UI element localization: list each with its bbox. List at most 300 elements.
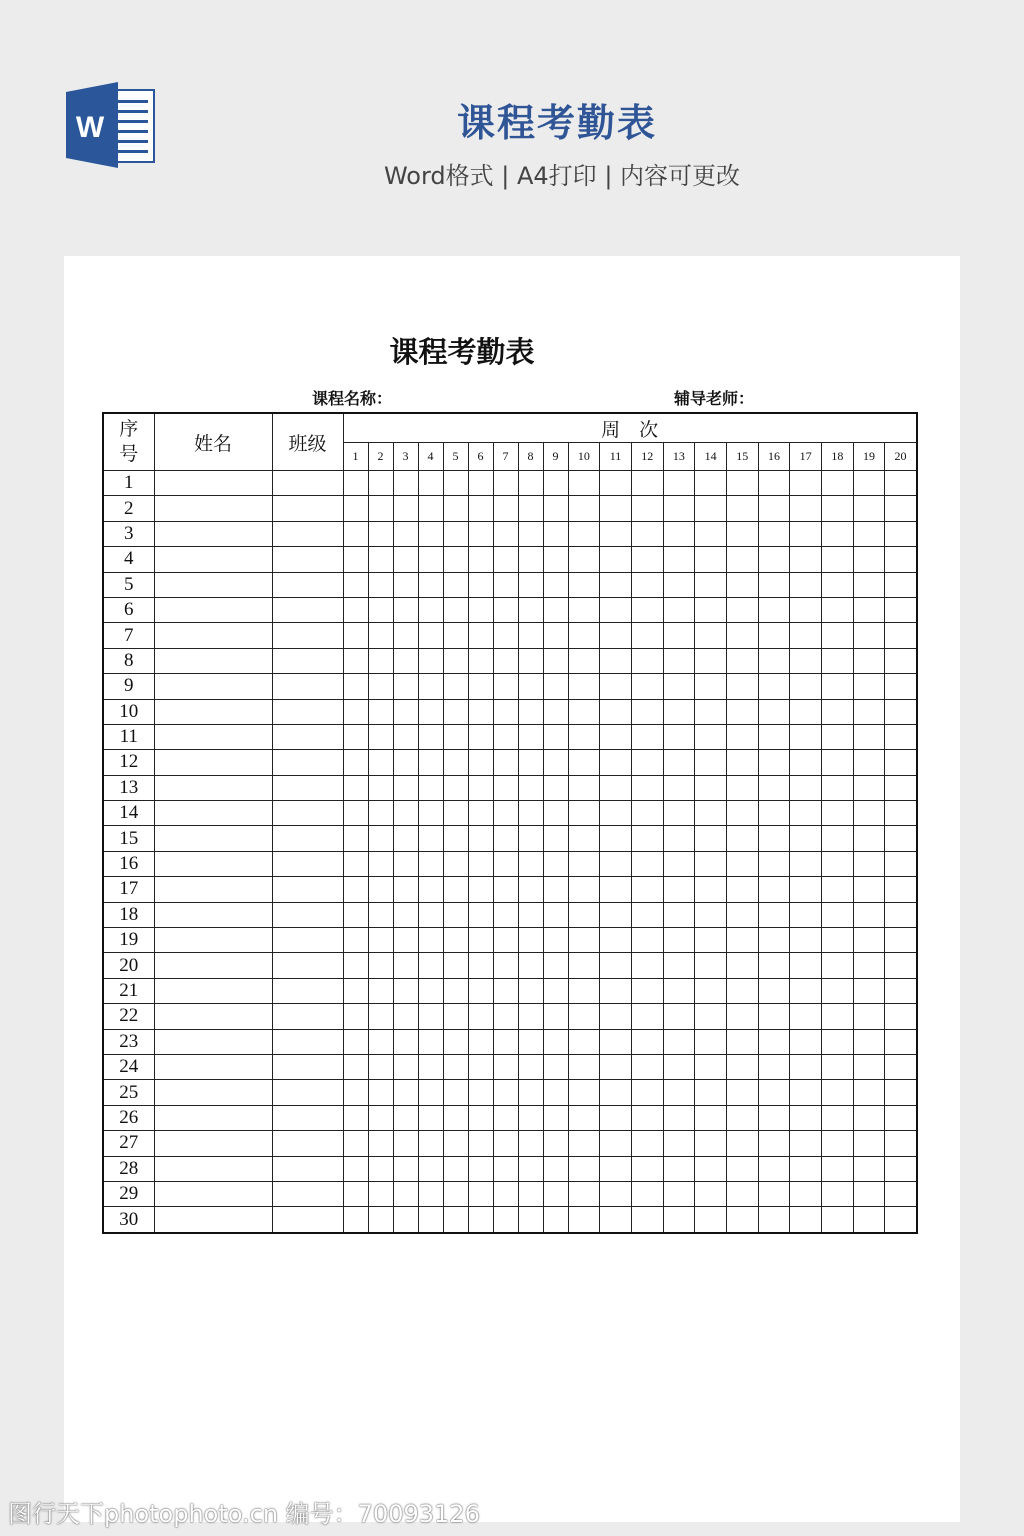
- attendance-cell[interactable]: [790, 877, 822, 902]
- attendance-cell[interactable]: [853, 877, 885, 902]
- attendance-cell[interactable]: [790, 471, 822, 496]
- attendance-cell[interactable]: [790, 902, 822, 927]
- class-cell[interactable]: [272, 496, 343, 521]
- class-cell[interactable]: [272, 1004, 343, 1029]
- name-cell[interactable]: [154, 953, 272, 978]
- attendance-cell[interactable]: [853, 1181, 885, 1206]
- attendance-cell[interactable]: [543, 674, 568, 699]
- attendance-cell[interactable]: [790, 699, 822, 724]
- attendance-cell[interactable]: [468, 1181, 493, 1206]
- attendance-cell[interactable]: [726, 1080, 758, 1105]
- attendance-cell[interactable]: [695, 1054, 727, 1079]
- attendance-cell[interactable]: [543, 1156, 568, 1181]
- attendance-cell[interactable]: [518, 1207, 543, 1233]
- attendance-cell[interactable]: [790, 724, 822, 749]
- attendance-cell[interactable]: [518, 521, 543, 546]
- attendance-cell[interactable]: [790, 826, 822, 851]
- attendance-cell[interactable]: [518, 1181, 543, 1206]
- attendance-cell[interactable]: [663, 750, 695, 775]
- attendance-cell[interactable]: [518, 928, 543, 953]
- attendance-cell[interactable]: [468, 902, 493, 927]
- attendance-cell[interactable]: [368, 674, 393, 699]
- attendance-cell[interactable]: [600, 597, 632, 622]
- attendance-cell[interactable]: [393, 928, 418, 953]
- attendance-cell[interactable]: [695, 1029, 727, 1054]
- attendance-cell[interactable]: [518, 851, 543, 876]
- attendance-cell[interactable]: [343, 623, 368, 648]
- attendance-cell[interactable]: [822, 1207, 854, 1233]
- attendance-cell[interactable]: [885, 1004, 917, 1029]
- attendance-cell[interactable]: [758, 1105, 790, 1130]
- attendance-cell[interactable]: [631, 496, 663, 521]
- name-cell[interactable]: [154, 877, 272, 902]
- attendance-cell[interactable]: [631, 877, 663, 902]
- attendance-cell[interactable]: [600, 1207, 632, 1233]
- attendance-cell[interactable]: [695, 1181, 727, 1206]
- attendance-cell[interactable]: [493, 572, 518, 597]
- attendance-cell[interactable]: [368, 1207, 393, 1233]
- attendance-cell[interactable]: [518, 699, 543, 724]
- attendance-cell[interactable]: [393, 877, 418, 902]
- attendance-cell[interactable]: [631, 953, 663, 978]
- name-cell[interactable]: [154, 496, 272, 521]
- attendance-cell[interactable]: [600, 1080, 632, 1105]
- attendance-cell[interactable]: [790, 648, 822, 673]
- name-cell[interactable]: [154, 801, 272, 826]
- attendance-cell[interactable]: [853, 1131, 885, 1156]
- attendance-cell[interactable]: [726, 1181, 758, 1206]
- attendance-cell[interactable]: [418, 978, 443, 1003]
- attendance-cell[interactable]: [822, 496, 854, 521]
- attendance-cell[interactable]: [695, 623, 727, 648]
- attendance-cell[interactable]: [568, 1105, 600, 1130]
- attendance-cell[interactable]: [600, 521, 632, 546]
- attendance-cell[interactable]: [568, 699, 600, 724]
- attendance-cell[interactable]: [853, 699, 885, 724]
- attendance-cell[interactable]: [468, 1105, 493, 1130]
- attendance-cell[interactable]: [853, 597, 885, 622]
- class-cell[interactable]: [272, 1054, 343, 1079]
- attendance-cell[interactable]: [726, 1054, 758, 1079]
- attendance-cell[interactable]: [663, 699, 695, 724]
- attendance-cell[interactable]: [468, 471, 493, 496]
- attendance-cell[interactable]: [368, 851, 393, 876]
- attendance-cell[interactable]: [695, 471, 727, 496]
- attendance-cell[interactable]: [726, 1156, 758, 1181]
- attendance-cell[interactable]: [493, 1080, 518, 1105]
- attendance-cell[interactable]: [726, 597, 758, 622]
- attendance-cell[interactable]: [885, 699, 917, 724]
- name-cell[interactable]: [154, 724, 272, 749]
- attendance-cell[interactable]: [368, 623, 393, 648]
- attendance-cell[interactable]: [518, 496, 543, 521]
- attendance-cell[interactable]: [493, 471, 518, 496]
- attendance-cell[interactable]: [822, 826, 854, 851]
- attendance-cell[interactable]: [695, 826, 727, 851]
- attendance-cell[interactable]: [726, 877, 758, 902]
- attendance-cell[interactable]: [368, 801, 393, 826]
- attendance-cell[interactable]: [663, 597, 695, 622]
- attendance-cell[interactable]: [568, 648, 600, 673]
- attendance-cell[interactable]: [518, 1131, 543, 1156]
- attendance-cell[interactable]: [468, 699, 493, 724]
- name-cell[interactable]: [154, 547, 272, 572]
- attendance-cell[interactable]: [568, 1156, 600, 1181]
- attendance-cell[interactable]: [758, 1054, 790, 1079]
- attendance-cell[interactable]: [758, 496, 790, 521]
- attendance-cell[interactable]: [822, 648, 854, 673]
- attendance-cell[interactable]: [468, 801, 493, 826]
- attendance-cell[interactable]: [443, 851, 468, 876]
- attendance-cell[interactable]: [568, 471, 600, 496]
- attendance-cell[interactable]: [853, 623, 885, 648]
- name-cell[interactable]: [154, 1029, 272, 1054]
- attendance-cell[interactable]: [853, 953, 885, 978]
- attendance-cell[interactable]: [543, 547, 568, 572]
- attendance-cell[interactable]: [493, 902, 518, 927]
- attendance-cell[interactable]: [468, 674, 493, 699]
- attendance-cell[interactable]: [790, 1207, 822, 1233]
- attendance-cell[interactable]: [822, 750, 854, 775]
- attendance-cell[interactable]: [663, 724, 695, 749]
- attendance-cell[interactable]: [822, 953, 854, 978]
- attendance-cell[interactable]: [543, 572, 568, 597]
- attendance-cell[interactable]: [443, 648, 468, 673]
- attendance-cell[interactable]: [418, 521, 443, 546]
- attendance-cell[interactable]: [443, 826, 468, 851]
- attendance-cell[interactable]: [631, 597, 663, 622]
- attendance-cell[interactable]: [726, 648, 758, 673]
- name-cell[interactable]: [154, 1156, 272, 1181]
- attendance-cell[interactable]: [758, 521, 790, 546]
- name-cell[interactable]: [154, 699, 272, 724]
- attendance-cell[interactable]: [631, 1080, 663, 1105]
- attendance-cell[interactable]: [631, 1004, 663, 1029]
- attendance-cell[interactable]: [600, 928, 632, 953]
- attendance-cell[interactable]: [822, 928, 854, 953]
- attendance-cell[interactable]: [663, 978, 695, 1003]
- class-cell[interactable]: [272, 724, 343, 749]
- attendance-cell[interactable]: [790, 953, 822, 978]
- class-cell[interactable]: [272, 826, 343, 851]
- attendance-cell[interactable]: [543, 648, 568, 673]
- attendance-cell[interactable]: [443, 750, 468, 775]
- attendance-cell[interactable]: [822, 471, 854, 496]
- attendance-cell[interactable]: [518, 826, 543, 851]
- attendance-cell[interactable]: [418, 826, 443, 851]
- attendance-cell[interactable]: [418, 953, 443, 978]
- attendance-cell[interactable]: [631, 1181, 663, 1206]
- attendance-cell[interactable]: [631, 623, 663, 648]
- attendance-cell[interactable]: [418, 724, 443, 749]
- attendance-cell[interactable]: [695, 750, 727, 775]
- attendance-cell[interactable]: [493, 699, 518, 724]
- attendance-cell[interactable]: [393, 597, 418, 622]
- attendance-cell[interactable]: [343, 1131, 368, 1156]
- attendance-cell[interactable]: [600, 1181, 632, 1206]
- attendance-cell[interactable]: [393, 1181, 418, 1206]
- attendance-cell[interactable]: [468, 1029, 493, 1054]
- attendance-cell[interactable]: [600, 471, 632, 496]
- attendance-cell[interactable]: [468, 928, 493, 953]
- attendance-cell[interactable]: [443, 471, 468, 496]
- attendance-cell[interactable]: [518, 623, 543, 648]
- attendance-cell[interactable]: [663, 623, 695, 648]
- attendance-cell[interactable]: [853, 572, 885, 597]
- attendance-cell[interactable]: [600, 674, 632, 699]
- attendance-cell[interactable]: [695, 572, 727, 597]
- attendance-cell[interactable]: [726, 1105, 758, 1130]
- attendance-cell[interactable]: [493, 1029, 518, 1054]
- attendance-cell[interactable]: [568, 1004, 600, 1029]
- attendance-cell[interactable]: [493, 1131, 518, 1156]
- class-cell[interactable]: [272, 877, 343, 902]
- attendance-cell[interactable]: [443, 902, 468, 927]
- attendance-cell[interactable]: [663, 775, 695, 800]
- class-cell[interactable]: [272, 978, 343, 1003]
- attendance-cell[interactable]: [726, 826, 758, 851]
- attendance-cell[interactable]: [393, 471, 418, 496]
- attendance-cell[interactable]: [726, 953, 758, 978]
- attendance-cell[interactable]: [600, 1004, 632, 1029]
- attendance-cell[interactable]: [568, 597, 600, 622]
- attendance-cell[interactable]: [695, 953, 727, 978]
- attendance-cell[interactable]: [885, 623, 917, 648]
- attendance-cell[interactable]: [443, 724, 468, 749]
- attendance-cell[interactable]: [695, 851, 727, 876]
- attendance-cell[interactable]: [758, 877, 790, 902]
- attendance-cell[interactable]: [631, 724, 663, 749]
- attendance-cell[interactable]: [822, 877, 854, 902]
- class-cell[interactable]: [272, 775, 343, 800]
- attendance-cell[interactable]: [663, 496, 695, 521]
- attendance-cell[interactable]: [726, 928, 758, 953]
- attendance-cell[interactable]: [543, 978, 568, 1003]
- attendance-cell[interactable]: [726, 724, 758, 749]
- attendance-cell[interactable]: [695, 724, 727, 749]
- attendance-cell[interactable]: [885, 826, 917, 851]
- attendance-cell[interactable]: [518, 547, 543, 572]
- attendance-cell[interactable]: [468, 648, 493, 673]
- attendance-cell[interactable]: [518, 1004, 543, 1029]
- attendance-cell[interactable]: [493, 724, 518, 749]
- attendance-cell[interactable]: [726, 699, 758, 724]
- attendance-cell[interactable]: [726, 750, 758, 775]
- attendance-cell[interactable]: [468, 1207, 493, 1233]
- attendance-cell[interactable]: [418, 801, 443, 826]
- attendance-cell[interactable]: [468, 775, 493, 800]
- attendance-cell[interactable]: [393, 1004, 418, 1029]
- attendance-cell[interactable]: [822, 724, 854, 749]
- name-cell[interactable]: [154, 648, 272, 673]
- attendance-cell[interactable]: [343, 724, 368, 749]
- attendance-cell[interactable]: [695, 775, 727, 800]
- attendance-cell[interactable]: [468, 1080, 493, 1105]
- attendance-cell[interactable]: [568, 1080, 600, 1105]
- attendance-cell[interactable]: [726, 471, 758, 496]
- attendance-cell[interactable]: [790, 1156, 822, 1181]
- attendance-cell[interactable]: [443, 1029, 468, 1054]
- name-cell[interactable]: [154, 978, 272, 1003]
- attendance-cell[interactable]: [418, 471, 443, 496]
- attendance-cell[interactable]: [468, 1156, 493, 1181]
- attendance-cell[interactable]: [822, 1004, 854, 1029]
- attendance-cell[interactable]: [518, 801, 543, 826]
- attendance-cell[interactable]: [368, 699, 393, 724]
- attendance-cell[interactable]: [418, 699, 443, 724]
- attendance-cell[interactable]: [726, 521, 758, 546]
- attendance-cell[interactable]: [631, 1054, 663, 1079]
- attendance-cell[interactable]: [885, 597, 917, 622]
- attendance-cell[interactable]: [393, 775, 418, 800]
- attendance-cell[interactable]: [885, 1181, 917, 1206]
- attendance-cell[interactable]: [343, 1105, 368, 1130]
- attendance-cell[interactable]: [368, 648, 393, 673]
- attendance-cell[interactable]: [568, 750, 600, 775]
- attendance-cell[interactable]: [443, 1054, 468, 1079]
- attendance-cell[interactable]: [853, 1080, 885, 1105]
- attendance-cell[interactable]: [568, 775, 600, 800]
- attendance-cell[interactable]: [695, 801, 727, 826]
- attendance-cell[interactable]: [418, 648, 443, 673]
- attendance-cell[interactable]: [468, 496, 493, 521]
- attendance-cell[interactable]: [600, 978, 632, 1003]
- attendance-cell[interactable]: [631, 851, 663, 876]
- attendance-cell[interactable]: [695, 521, 727, 546]
- attendance-cell[interactable]: [443, 1181, 468, 1206]
- attendance-cell[interactable]: [443, 1131, 468, 1156]
- attendance-cell[interactable]: [443, 547, 468, 572]
- attendance-cell[interactable]: [695, 1004, 727, 1029]
- attendance-cell[interactable]: [790, 623, 822, 648]
- attendance-cell[interactable]: [663, 547, 695, 572]
- attendance-cell[interactable]: [853, 1029, 885, 1054]
- class-cell[interactable]: [272, 597, 343, 622]
- attendance-cell[interactable]: [695, 902, 727, 927]
- attendance-cell[interactable]: [443, 496, 468, 521]
- class-cell[interactable]: [272, 547, 343, 572]
- attendance-cell[interactable]: [443, 1156, 468, 1181]
- name-cell[interactable]: [154, 1131, 272, 1156]
- attendance-cell[interactable]: [663, 1156, 695, 1181]
- attendance-cell[interactable]: [518, 674, 543, 699]
- attendance-cell[interactable]: [758, 1004, 790, 1029]
- attendance-cell[interactable]: [368, 928, 393, 953]
- class-cell[interactable]: [272, 674, 343, 699]
- class-cell[interactable]: [272, 851, 343, 876]
- attendance-cell[interactable]: [518, 1080, 543, 1105]
- attendance-cell[interactable]: [368, 471, 393, 496]
- attendance-cell[interactable]: [343, 1054, 368, 1079]
- attendance-cell[interactable]: [368, 978, 393, 1003]
- attendance-cell[interactable]: [493, 953, 518, 978]
- attendance-cell[interactable]: [885, 978, 917, 1003]
- attendance-cell[interactable]: [393, 724, 418, 749]
- attendance-cell[interactable]: [758, 1156, 790, 1181]
- attendance-cell[interactable]: [543, 1131, 568, 1156]
- attendance-cell[interactable]: [758, 775, 790, 800]
- attendance-cell[interactable]: [393, 953, 418, 978]
- attendance-cell[interactable]: [568, 521, 600, 546]
- attendance-cell[interactable]: [443, 1004, 468, 1029]
- name-cell[interactable]: [154, 572, 272, 597]
- attendance-cell[interactable]: [343, 1207, 368, 1233]
- attendance-cell[interactable]: [663, 1080, 695, 1105]
- attendance-cell[interactable]: [343, 953, 368, 978]
- attendance-cell[interactable]: [443, 978, 468, 1003]
- attendance-cell[interactable]: [822, 775, 854, 800]
- attendance-cell[interactable]: [631, 928, 663, 953]
- attendance-cell[interactable]: [695, 648, 727, 673]
- class-cell[interactable]: [272, 1080, 343, 1105]
- attendance-cell[interactable]: [790, 1029, 822, 1054]
- attendance-cell[interactable]: [631, 572, 663, 597]
- class-cell[interactable]: [272, 521, 343, 546]
- attendance-cell[interactable]: [758, 1131, 790, 1156]
- attendance-cell[interactable]: [663, 953, 695, 978]
- attendance-cell[interactable]: [543, 801, 568, 826]
- attendance-cell[interactable]: [468, 1131, 493, 1156]
- attendance-cell[interactable]: [493, 597, 518, 622]
- attendance-cell[interactable]: [543, 877, 568, 902]
- attendance-cell[interactable]: [726, 572, 758, 597]
- attendance-cell[interactable]: [885, 902, 917, 927]
- class-cell[interactable]: [272, 1181, 343, 1206]
- attendance-cell[interactable]: [518, 1054, 543, 1079]
- attendance-cell[interactable]: [568, 674, 600, 699]
- attendance-cell[interactable]: [790, 597, 822, 622]
- attendance-cell[interactable]: [343, 902, 368, 927]
- attendance-cell[interactable]: [393, 801, 418, 826]
- attendance-cell[interactable]: [543, 1054, 568, 1079]
- attendance-cell[interactable]: [468, 851, 493, 876]
- attendance-cell[interactable]: [695, 1156, 727, 1181]
- attendance-cell[interactable]: [631, 521, 663, 546]
- attendance-cell[interactable]: [695, 978, 727, 1003]
- attendance-cell[interactable]: [695, 1207, 727, 1233]
- attendance-cell[interactable]: [790, 547, 822, 572]
- attendance-cell[interactable]: [631, 471, 663, 496]
- attendance-cell[interactable]: [822, 623, 854, 648]
- attendance-cell[interactable]: [758, 750, 790, 775]
- attendance-cell[interactable]: [600, 801, 632, 826]
- attendance-cell[interactable]: [568, 623, 600, 648]
- attendance-cell[interactable]: [885, 1207, 917, 1233]
- attendance-cell[interactable]: [543, 496, 568, 521]
- attendance-cell[interactable]: [343, 1029, 368, 1054]
- attendance-cell[interactable]: [568, 877, 600, 902]
- attendance-cell[interactable]: [343, 597, 368, 622]
- attendance-cell[interactable]: [393, 674, 418, 699]
- attendance-cell[interactable]: [518, 978, 543, 1003]
- attendance-cell[interactable]: [695, 1131, 727, 1156]
- attendance-cell[interactable]: [493, 1181, 518, 1206]
- attendance-cell[interactable]: [822, 572, 854, 597]
- attendance-cell[interactable]: [368, 1004, 393, 1029]
- attendance-cell[interactable]: [790, 1080, 822, 1105]
- name-cell[interactable]: [154, 826, 272, 851]
- attendance-cell[interactable]: [443, 623, 468, 648]
- attendance-cell[interactable]: [568, 851, 600, 876]
- attendance-cell[interactable]: [543, 953, 568, 978]
- attendance-cell[interactable]: [543, 902, 568, 927]
- attendance-cell[interactable]: [518, 572, 543, 597]
- name-cell[interactable]: [154, 851, 272, 876]
- attendance-cell[interactable]: [822, 597, 854, 622]
- attendance-cell[interactable]: [600, 1156, 632, 1181]
- attendance-cell[interactable]: [885, 851, 917, 876]
- attendance-cell[interactable]: [600, 699, 632, 724]
